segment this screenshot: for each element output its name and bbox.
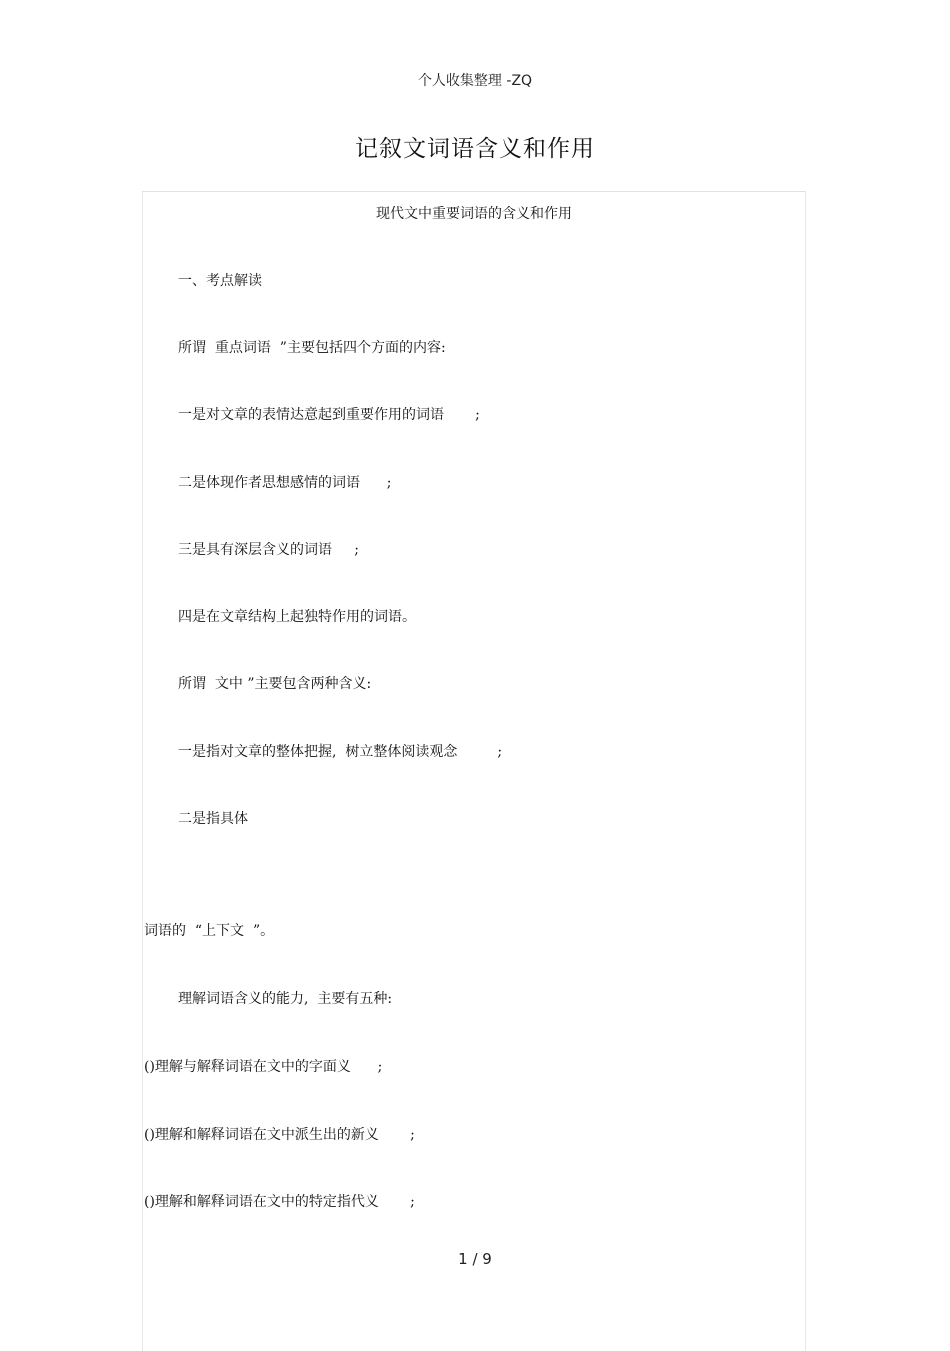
paragraph-line: 二是体现作者思想感情的词语 ; [178, 475, 392, 491]
paragraph-line: 四是在文章结构上起独特作用的词语。 [178, 609, 416, 625]
paragraph-line: 所谓 文中 ”主要包含两种含义: [178, 676, 372, 692]
paragraph-line: 一是指对文章的整体把握, 树立整体阅读观念 ; [178, 744, 503, 760]
page-number: 1 / 9 [458, 1250, 492, 1268]
paragraph-line: 所谓 重点词语 ”主要包括四个方面的内容: [178, 340, 446, 356]
paragraph-line: 理解词语含义的能力, 主要有五种: [178, 991, 393, 1007]
content-table-frame [142, 191, 806, 1351]
paragraph-line: 三是具有深层含义的词语 ; [178, 542, 359, 558]
list-item: ()理解和解释词语在文中的特定指代义 ; [144, 1194, 415, 1210]
list-item: ()理解与解释词语在文中的字面义 ; [144, 1059, 383, 1075]
heading-key-points: 一、考点解读 [178, 273, 262, 289]
page-header: 个人收集整理 -ZQ [417, 73, 533, 89]
paragraph-line: 词语的 “上下文 ”。 [144, 923, 275, 939]
paragraph-line: 二是指具体 [178, 811, 248, 827]
list-item: ()理解和解释词语在文中派生出的新义 ; [144, 1127, 415, 1143]
paragraph-line: 一是对文章的表情达意起到重要作用的词语 ; [178, 407, 480, 423]
document-title: 记叙文词语含义和作用 [355, 136, 595, 162]
section-subtitle: 现代文中重要词语的含义和作用 [376, 206, 572, 222]
